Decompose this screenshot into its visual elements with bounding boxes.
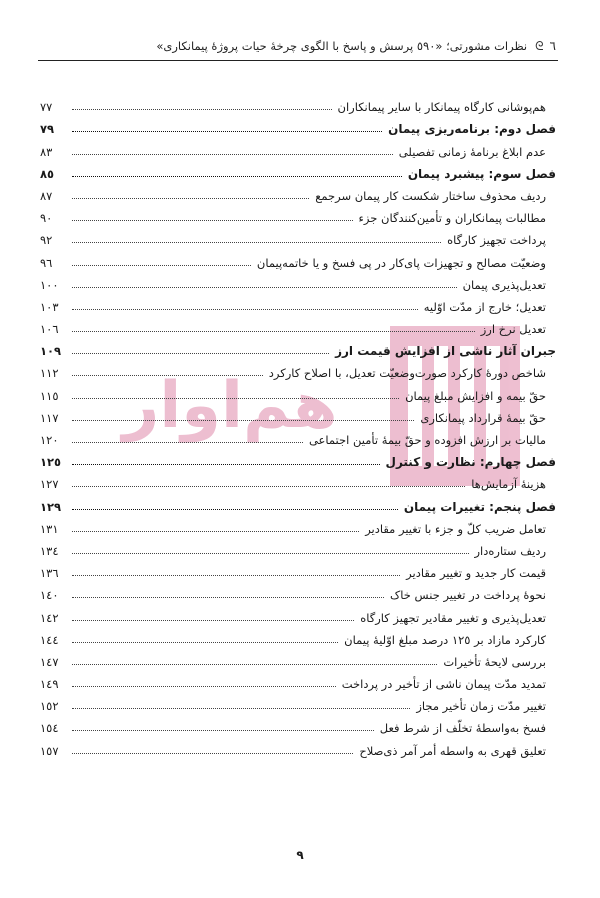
toc-entry-row (40, 358, 556, 380)
toc-page-number: ١٤٧ (40, 654, 59, 669)
toc-page-number: ١٠٩ (40, 344, 62, 359)
toc-entry-title: فصل سوم: پیشبرد پیمان (407, 166, 556, 181)
toc-entry-row (40, 713, 556, 735)
toc-dot-leader (72, 664, 437, 665)
toc-entry-row (40, 136, 556, 158)
toc-dot-leader (72, 131, 382, 132)
toc-dot-leader (72, 353, 329, 354)
toc-dot-leader (72, 531, 359, 532)
toc-page-number: ١٠٠ (40, 277, 59, 292)
toc-entry-row (40, 247, 556, 269)
toc-dot-leader (72, 331, 475, 332)
toc-entry-title: فصل پنجم: تغییرات پیمان (403, 499, 556, 514)
toc-page-number: ١٤٠ (40, 588, 59, 603)
toc-entry-title: تعدیل نرخ ارز (480, 322, 546, 337)
toc-entry-title: تعدیل؛ خارج از مدّت اوّلیه (423, 299, 546, 314)
toc-page-number: ١٣١ (40, 521, 59, 536)
toc-page-number: ١٢٩ (40, 499, 62, 514)
toc-page-number: ٧٧ (40, 100, 53, 115)
toc-dot-leader (72, 597, 384, 598)
toc-entry-title: نحوهٔ پرداخت در تغییر جنس خاک (390, 588, 546, 603)
toc-entry-row (40, 625, 556, 647)
toc-dot-leader (72, 686, 336, 687)
toc-dot-leader (72, 509, 398, 510)
table-of-contents (40, 92, 556, 758)
toc-entry-title: ردیف ستاره‌دار (474, 543, 546, 558)
toc-dot-leader (72, 420, 414, 421)
toc-dot-leader (72, 730, 374, 731)
toc-page-number: ٩٦ (40, 255, 53, 270)
toc-page-number: ٩٢ (40, 233, 53, 248)
toc-page-number: ١٠٣ (40, 299, 59, 314)
toc-dot-leader (72, 486, 465, 487)
toc-page-number: ١٤٩ (40, 677, 59, 692)
toc-page-number: ١٣٦ (40, 566, 59, 581)
toc-entry-row (40, 425, 556, 447)
toc-entry-row (40, 514, 556, 536)
header-ornament-icon: ᘓ (535, 38, 544, 53)
toc-entry-row (40, 270, 556, 292)
toc-entry-row (40, 558, 556, 580)
toc-dot-leader (72, 265, 251, 266)
toc-entry-title: هم‌پوشانی کارگاه پیمانکار با سایر پیمانکاران (337, 100, 546, 115)
toc-dot-leader (72, 176, 402, 177)
toc-entry-row (40, 403, 556, 425)
toc-entry-title: تعامل ضریب کلّ و جزء با تغییر مقادیر (365, 521, 546, 536)
toc-page-number: ١١٧ (40, 410, 59, 425)
toc-entry-title: ردیف محذوف ساختار شکست کار پیمان سرجمع (315, 188, 546, 203)
toc-entry-row (40, 380, 556, 402)
toc-chapter-row (40, 159, 556, 181)
toc-entry-row (40, 647, 556, 669)
toc-page-number: ١٢٠ (40, 433, 59, 447)
toc-page-number: ١٥٢ (40, 699, 59, 714)
toc-page-number: ١٥٧ (40, 743, 59, 758)
toc-entry-title: پرداخت تجهیز کارگاه (447, 233, 546, 248)
toc-entry-title: جبران آثار ناشی از افزایش قیمت ارز (335, 344, 556, 359)
toc-entry-title: تعلیق قهری به واسطه أمر آمر ذی‌صلاح (359, 743, 546, 758)
toc-dot-leader (72, 442, 303, 443)
toc-entry-title: فصل دوم: برنامه‌ریزی پیمان (388, 122, 556, 137)
toc-entry-title: عدم ابلاغ برنامهٔ زمانی تفصیلی (398, 144, 546, 159)
toc-entry-title: وضعیّت مصالح و تجهیزات پای‌کار در پی فسخ و یا خاتمه‌پیمان (256, 255, 546, 270)
toc-dot-leader (72, 553, 469, 554)
toc-entry-row (40, 181, 556, 203)
toc-entry-row (40, 580, 556, 602)
header-title: نظرات مشورتی؛ «٥٩٠ پرسش و پاسخ با الگوی چرخهٔ حیات پروژهٔ پیمانکاری» (156, 39, 528, 53)
toc-chapter-row (40, 447, 556, 469)
toc-dot-leader (72, 220, 353, 221)
toc-entry-title: حقّ بیمهٔ قرارداد پیمانکاری (420, 410, 546, 425)
toc-dot-leader (72, 242, 441, 243)
toc-dot-leader (72, 620, 354, 621)
toc-entry-row (40, 92, 556, 114)
toc-page-number: ٨٥ (40, 166, 55, 181)
toc-entry-title: شاخص دورهٔ کارکرد صورت‌وضعیّت تعدیل، با اصلاح کارکرد (268, 366, 546, 381)
toc-page-number: ١٤٢ (40, 610, 59, 625)
toc-entry-row (40, 536, 556, 558)
toc-page-number: ١٥٤ (40, 721, 59, 736)
toc-page-number: ١٣٤ (40, 543, 59, 558)
toc-dot-leader (72, 642, 338, 643)
toc-entry-title: تعدیل‌پذیری و تغییر مقادیر تجهیز کارگاه (360, 610, 546, 625)
toc-dot-leader (72, 109, 332, 110)
toc-entry-title: تمدید مدّت پیمان ناشی از تأخیر در پرداخت (341, 677, 546, 692)
toc-page-number: ١٤٤ (40, 632, 59, 647)
toc-page-number: ١١٥ (40, 388, 59, 403)
toc-dot-leader (72, 464, 380, 465)
toc-page-number: ١٠٦ (40, 322, 59, 337)
toc-entry-title: فسخ به‌واسطهٔ تخلّف از شرط فعل (379, 721, 546, 736)
toc-entry-title: فصل چهارم: نظارت و کنترل (385, 455, 556, 470)
toc-page-number: ٨٣ (40, 144, 53, 159)
header-page-number: ٦ (549, 39, 556, 53)
toc-dot-leader (72, 398, 399, 399)
toc-entry-title: مطالبات پیمانکاران و تأمین‌کنندگان جزء (358, 211, 546, 226)
toc-dot-leader (72, 753, 353, 754)
toc-page-number: ٨٧ (40, 188, 53, 203)
toc-entry-row (40, 292, 556, 314)
toc-entry-row (40, 336, 556, 358)
toc-entry-title: بررسی لایحهٔ تأخیرات (443, 654, 546, 669)
toc-entry-title: کارکرد مازاد بر ١٢٥ درصد مبلغ اوّلیهٔ پیمان (344, 632, 546, 647)
footer-page-number: ٩ (296, 848, 304, 862)
running-header (40, 36, 556, 56)
toc-entry-title: قیمت کار جدید و تغییر مقادیر (406, 566, 546, 581)
toc-dot-leader (72, 287, 457, 288)
header-rule (38, 60, 558, 61)
toc-entry-title: هزینهٔ آزمایش‌ها (471, 477, 546, 492)
toc-entry-row (40, 225, 556, 247)
toc-dot-leader (72, 198, 309, 199)
toc-dot-leader (72, 309, 418, 310)
toc-entry-title: مالیات بر ارزش افزوده و حقّ بیمهٔ تأمین اجتماعی (308, 433, 546, 447)
toc-dot-leader (72, 708, 410, 709)
watermark-text: هم‌اوار (122, 369, 338, 443)
toc-entry-row (40, 735, 556, 757)
toc-entry-title: تعدیل‌پذیری پیمان (462, 277, 546, 292)
toc-page-number: ١٢٥ (40, 455, 62, 470)
toc-entry-row (40, 691, 556, 713)
toc-entry-row (40, 469, 556, 491)
toc-entry-title: حقّ بیمه و افزایش مبلغ پیمان (405, 388, 546, 403)
toc-dot-leader (72, 154, 393, 155)
toc-entry-row (40, 314, 556, 336)
toc-chapter-row (40, 114, 556, 136)
toc-entry-row (40, 602, 556, 624)
toc-entry-row (40, 203, 556, 225)
toc-entry-title: تغییر مدّت زمان تأخیر مجاز (416, 699, 546, 714)
toc-page-number: ١٢٧ (40, 477, 59, 492)
toc-page-number: ٧٩ (40, 122, 55, 137)
toc-dot-leader (72, 375, 263, 376)
toc-page-number: ١١٢ (40, 366, 59, 381)
toc-entry-row (40, 669, 556, 691)
toc-chapter-row (40, 491, 556, 513)
toc-dot-leader (72, 575, 400, 576)
toc-page-number: ٩٠ (40, 211, 53, 226)
